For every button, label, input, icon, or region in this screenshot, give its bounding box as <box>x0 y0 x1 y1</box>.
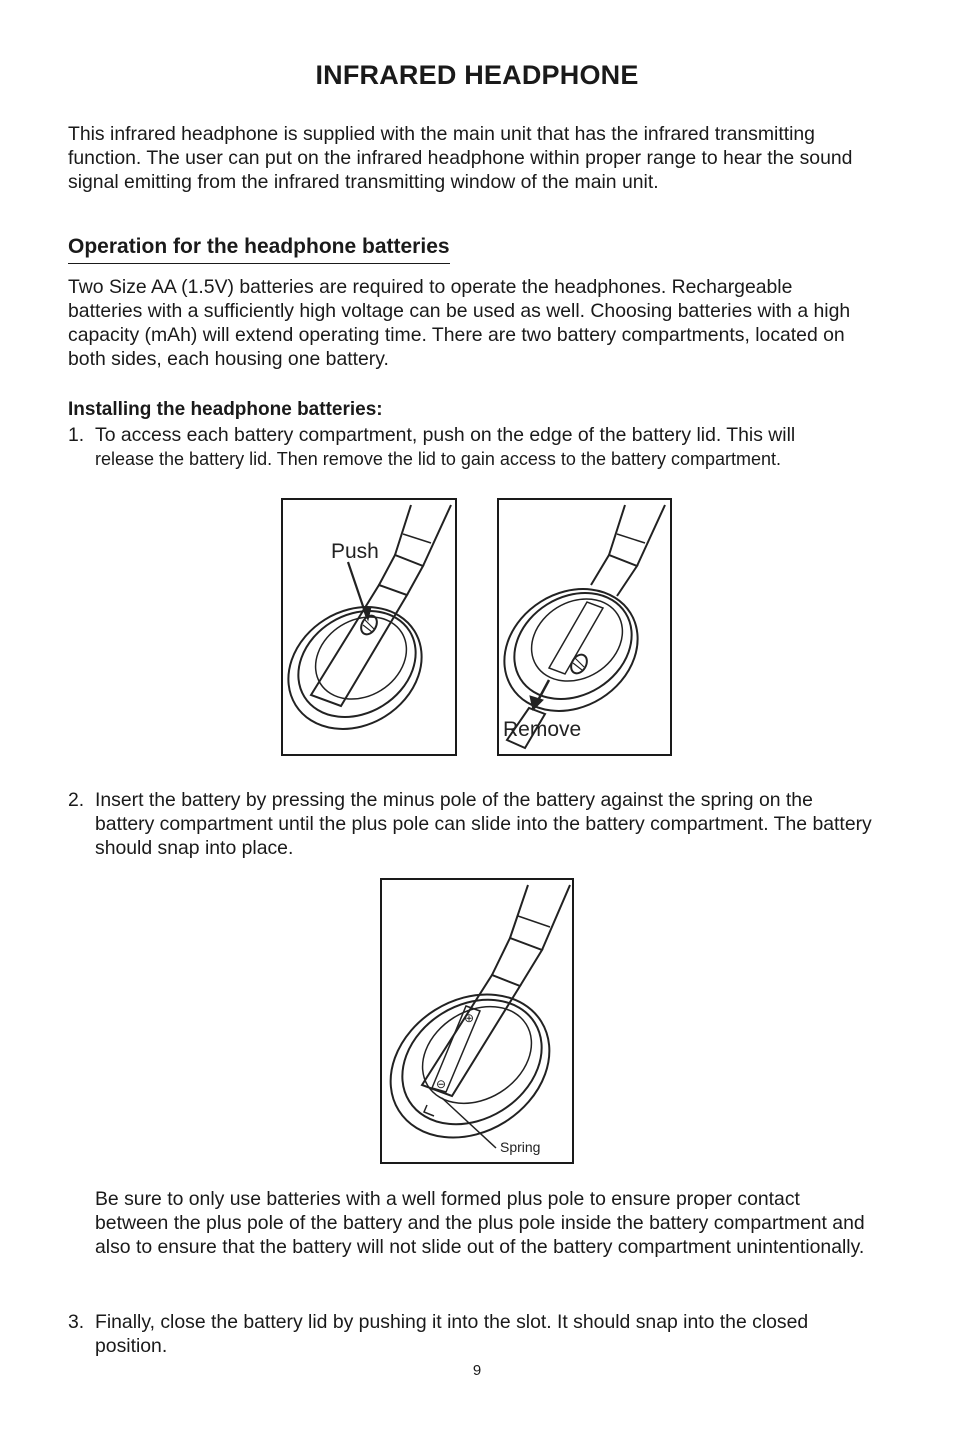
headband <box>510 885 570 950</box>
spring-pointer <box>442 1098 496 1148</box>
page-title: INFRARED HEADPHONE <box>315 60 639 90</box>
headband-joint <box>379 555 423 595</box>
remove-lid-figure <box>497 498 672 756</box>
earcup-outer <box>499 565 661 736</box>
plus-symbol: ⊕ <box>464 1011 475 1025</box>
step-2 <box>68 788 873 860</box>
push-label: Push <box>331 540 379 563</box>
step-text: Finally, close the battery lid by pushing it into the slot. It should snap into the closed position. <box>95 1311 809 1357</box>
page-number: 9 <box>472 1362 482 1379</box>
battery-note: Be sure to only use batteries with a well formed plus pole to ensure proper contact between the plus pole of the battery and the plus pole inside the battery compartment and also to ensure that the battery will not slide out of the battery compartment unintentionally. <box>95 1188 865 1258</box>
insert-battery-figure <box>380 878 574 1164</box>
step-text-line: To access each battery compartment, push on the edge of the battery lid. This will <box>95 424 796 446</box>
step-number: 3. <box>68 1311 85 1333</box>
battery-lid <box>311 585 407 706</box>
step-number: 1. <box>68 424 85 446</box>
step-text: Insert the battery by pressing the minus pole of the battery against the spring on the battery compartment until the plus pole can slide into the battery compartment. The battery should snap into place. <box>95 789 872 859</box>
earcup-outer <box>382 966 572 1162</box>
compartment-latch <box>568 652 590 676</box>
spring-label: Spring <box>500 1139 541 1155</box>
minus-symbol: ⊖ <box>436 1077 447 1091</box>
step-number: 2. <box>68 789 85 811</box>
headband <box>395 505 451 566</box>
step-1 <box>68 423 873 471</box>
battery-compartment <box>549 602 603 674</box>
section-heading: Operation for the headphone batteries <box>68 235 450 264</box>
step-text <box>95 423 873 471</box>
step-text-line: release the battery lid. Then remove the lid to gain access to the battery compartment. <box>95 449 782 469</box>
intro-paragraph: This infrared headphone is supplied with the main unit that has the infrared transmitting function. The user can put on the infrared headphone within proper range to hear the sound signal emitting from the infrared transmitting window of the main unit. <box>68 123 853 193</box>
install-heading: Installing the headphone batteries: <box>68 399 383 420</box>
spring-coil <box>424 1105 434 1116</box>
headphone-battery-illustration <box>382 880 572 1162</box>
battery-paragraph: Two Size AA (1.5V) batteries are required to operate the headphones. Rechargeable batteries with a sufficiently high voltage can be used as well. Choosing batteries with a high capacity (mAh) will extend operating time. There are two battery compartments, located on both sides, each housing one battery. <box>68 276 851 370</box>
headphone-push-illustration <box>283 500 455 754</box>
remove-label: Remove <box>503 718 582 741</box>
push-lid-figure <box>281 498 457 756</box>
headband <box>609 505 665 566</box>
headphone-remove-illustration <box>499 500 670 754</box>
step-3 <box>68 1310 873 1358</box>
